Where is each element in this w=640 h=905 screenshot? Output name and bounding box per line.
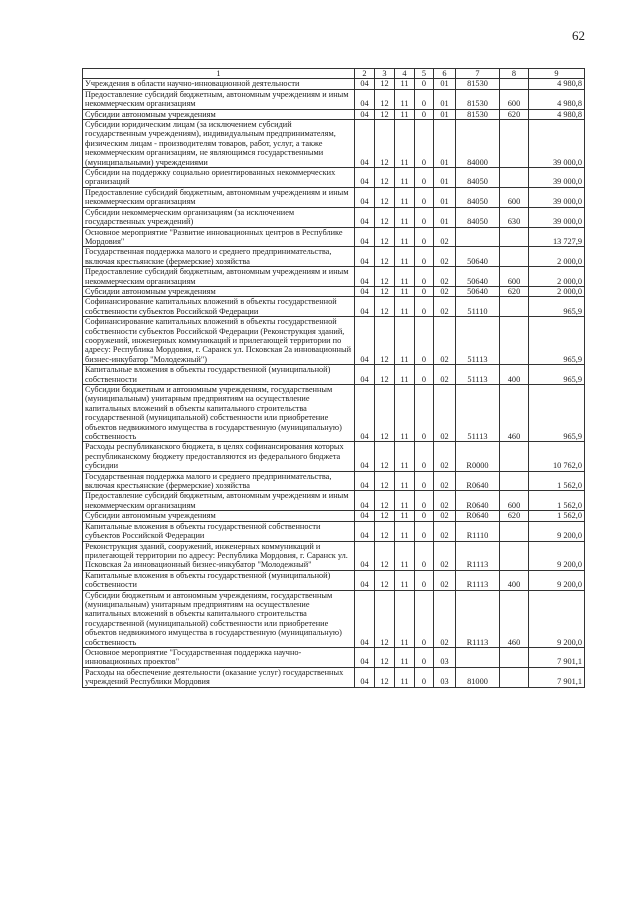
activity-cell: 01 (434, 120, 456, 168)
activity-cell: 02 (434, 267, 456, 287)
activity-cell: 03 (434, 667, 456, 687)
amount-cell: 965,9 (529, 365, 585, 385)
table-row (83, 570, 585, 590)
direction-cell: R1110 (456, 521, 500, 541)
subsection-cell: 12 (375, 365, 395, 385)
table-row (83, 79, 585, 89)
section-cell: 04 (355, 297, 375, 317)
program-cell: 11 (395, 267, 415, 287)
header-cell: 1 (83, 69, 355, 79)
subsection-cell: 12 (375, 541, 395, 570)
table-row (83, 109, 585, 119)
amount-cell: 4 980,8 (529, 79, 585, 89)
expense-type-cell: 600 (500, 491, 529, 511)
direction-cell: 51113 (456, 317, 500, 365)
subprogram-cell: 0 (415, 511, 434, 521)
expense-type-cell: 620 (500, 511, 529, 521)
expense-type-cell (500, 247, 529, 267)
section-cell: 04 (355, 570, 375, 590)
activity-cell: 02 (434, 286, 456, 296)
expense-type-cell: 460 (500, 590, 529, 647)
program-cell: 11 (395, 667, 415, 687)
direction-cell: 84050 (456, 168, 500, 188)
table-row (83, 442, 585, 471)
amount-cell: 965,9 (529, 297, 585, 317)
amount-cell: 4 980,8 (529, 89, 585, 109)
section-cell: 04 (355, 286, 375, 296)
program-cell: 11 (395, 187, 415, 207)
header-cell: 4 (395, 69, 415, 79)
section-cell: 04 (355, 541, 375, 570)
row-name-cell: Предоставление субсидий бюджетным, автономным учреждениям и иным некоммерческим организациям (83, 89, 355, 109)
expense-type-cell: 620 (500, 109, 529, 119)
budget-table (82, 68, 585, 688)
program-cell: 11 (395, 385, 415, 442)
direction-cell: 51110 (456, 297, 500, 317)
program-cell: 11 (395, 570, 415, 590)
direction-cell: 81530 (456, 89, 500, 109)
amount-cell: 1 562,0 (529, 491, 585, 511)
expense-type-cell (500, 442, 529, 471)
expense-type-cell (500, 120, 529, 168)
amount-cell: 9 200,0 (529, 590, 585, 647)
activity-cell: 02 (434, 521, 456, 541)
direction-cell: R1113 (456, 590, 500, 647)
subprogram-cell: 0 (415, 247, 434, 267)
subsection-cell: 12 (375, 120, 395, 168)
row-name-cell: Капитальные вложения в объекты государственной (муниципальной) собственности (83, 365, 355, 385)
amount-cell: 39 000,0 (529, 187, 585, 207)
program-cell: 11 (395, 647, 415, 667)
section-cell: 04 (355, 187, 375, 207)
section-cell: 04 (355, 667, 375, 687)
section-cell: 04 (355, 442, 375, 471)
section-cell: 04 (355, 168, 375, 188)
activity-cell: 02 (434, 385, 456, 442)
table-row (83, 297, 585, 317)
program-cell: 11 (395, 590, 415, 647)
program-cell: 11 (395, 541, 415, 570)
table-row (83, 168, 585, 188)
subsection-cell: 12 (375, 79, 395, 89)
row-name-cell: Учреждения в области научно-инновационной деятельности (83, 79, 355, 89)
subprogram-cell: 0 (415, 79, 434, 89)
subsection-cell: 12 (375, 286, 395, 296)
subsection-cell: 12 (375, 471, 395, 491)
program-cell: 11 (395, 247, 415, 267)
program-cell: 11 (395, 227, 415, 247)
row-name-cell: Предоставление субсидий бюджетным, автономным учреждениям и иным некоммерческим организациям (83, 187, 355, 207)
expense-type-cell (500, 647, 529, 667)
amount-cell: 9 200,0 (529, 521, 585, 541)
subsection-cell: 12 (375, 667, 395, 687)
table-row (83, 317, 585, 365)
activity-cell: 01 (434, 207, 456, 227)
amount-cell: 39 000,0 (529, 168, 585, 188)
activity-cell: 02 (434, 297, 456, 317)
row-name-cell: Софинансирование капитальных вложений в объекты государственной собственности субъектов Российской Федерации (Реконструкция зданий, сооружений, инженерных коммуникаций и прилегающей территории по адресу: Республика Мордовия, г. Саранск ул. Псковская 2а инновационный бизнес-инкубатор "Молодежный") (83, 317, 355, 365)
table-row (83, 491, 585, 511)
subprogram-cell: 0 (415, 590, 434, 647)
expense-type-cell (500, 541, 529, 570)
activity-cell: 02 (434, 442, 456, 471)
row-name-cell: Основное мероприятие "Государственная поддержка научно-инновационных проектов" (83, 647, 355, 667)
subsection-cell: 12 (375, 168, 395, 188)
header-cell: 5 (415, 69, 434, 79)
section-cell: 04 (355, 227, 375, 247)
table-row (83, 511, 585, 521)
amount-cell: 9 200,0 (529, 570, 585, 590)
row-name-cell: Софинансирование капитальных вложений в объекты государственной собственности субъектов Российской Федерации (83, 297, 355, 317)
subsection-cell: 12 (375, 227, 395, 247)
activity-cell: 02 (434, 511, 456, 521)
program-cell: 11 (395, 286, 415, 296)
subprogram-cell: 0 (415, 491, 434, 511)
section-cell: 04 (355, 590, 375, 647)
program-cell: 11 (395, 317, 415, 365)
subsection-cell: 12 (375, 385, 395, 442)
activity-cell: 01 (434, 79, 456, 89)
table-row (83, 89, 585, 109)
subsection-cell: 12 (375, 207, 395, 227)
activity-cell: 01 (434, 89, 456, 109)
header-cell: 8 (500, 69, 529, 79)
section-cell: 04 (355, 385, 375, 442)
amount-cell: 965,9 (529, 317, 585, 365)
amount-cell: 4 980,8 (529, 109, 585, 119)
direction-cell: 84000 (456, 120, 500, 168)
direction-cell: 51113 (456, 385, 500, 442)
subsection-cell: 12 (375, 187, 395, 207)
row-name-cell: Реконструкция зданий, сооружений, инженерных коммуникаций и прилегающей территории по адресу: Республика Мордовия, г. Саранск ул. Псковская 2а инновационный бизнес-инкубатор "Молодежный" (83, 541, 355, 570)
subprogram-cell: 0 (415, 365, 434, 385)
direction-cell: 81000 (456, 667, 500, 687)
expense-type-cell: 600 (500, 89, 529, 109)
subsection-cell: 12 (375, 570, 395, 590)
section-cell: 04 (355, 207, 375, 227)
subsection-cell: 12 (375, 297, 395, 317)
subprogram-cell: 0 (415, 89, 434, 109)
subprogram-cell: 0 (415, 521, 434, 541)
program-cell: 11 (395, 109, 415, 119)
direction-cell: R1113 (456, 570, 500, 590)
subprogram-cell: 0 (415, 187, 434, 207)
program-cell: 11 (395, 491, 415, 511)
program-cell: 11 (395, 365, 415, 385)
header-cell: 9 (529, 69, 585, 79)
expense-type-cell: 620 (500, 286, 529, 296)
expense-type-cell (500, 79, 529, 89)
table-row (83, 286, 585, 296)
table-row (83, 471, 585, 491)
section-cell: 04 (355, 109, 375, 119)
header-cell: 6 (434, 69, 456, 79)
amount-cell: 2 000,0 (529, 267, 585, 287)
activity-cell: 02 (434, 570, 456, 590)
table-row (83, 667, 585, 687)
row-name-cell: Предоставление субсидий бюджетным, автономным учреждениям и иным некоммерческим организациям (83, 491, 355, 511)
program-cell: 11 (395, 297, 415, 317)
direction-cell: 84050 (456, 187, 500, 207)
program-cell: 11 (395, 521, 415, 541)
program-cell: 11 (395, 79, 415, 89)
program-cell: 11 (395, 89, 415, 109)
subprogram-cell: 0 (415, 317, 434, 365)
subsection-cell: 12 (375, 247, 395, 267)
row-name-cell: Субсидии автономным учреждениям (83, 109, 355, 119)
activity-cell: 02 (434, 491, 456, 511)
expense-type-cell (500, 227, 529, 247)
row-name-cell: Основное мероприятие "Развитие инновационных центров в Республике Мордовия" (83, 227, 355, 247)
subsection-cell: 12 (375, 647, 395, 667)
table-row (83, 227, 585, 247)
row-name-cell: Предоставление субсидий бюджетным, автономным учреждениям и иным некоммерческим организациям (83, 267, 355, 287)
section-cell: 04 (355, 120, 375, 168)
direction-cell: 50640 (456, 286, 500, 296)
direction-cell: 50640 (456, 247, 500, 267)
expense-type-cell: 400 (500, 365, 529, 385)
direction-cell (456, 227, 500, 247)
row-name-cell: Субсидии юридическим лицам (за исключением субсидий государственным учреждениям), индивидуальным предпринимателям, физическим лицам - производителям товаров, работ, услуг, а также некоммерческим организациям, не являющимся государственными (муниципальными) учреждениями (83, 120, 355, 168)
direction-cell (456, 647, 500, 667)
program-cell: 11 (395, 511, 415, 521)
table-row (83, 247, 585, 267)
activity-cell: 01 (434, 187, 456, 207)
row-name-cell: Субсидии бюджетным и автономным учреждениям, государственным (муниципальным) унитарным предприятиям на осуществление капитальных вложений в объекты капитального строительства государственной (муниципальной) собственности или приобретение объектов недвижимого имущества в государственную (муниципальную) собственность (83, 590, 355, 647)
subprogram-cell: 0 (415, 207, 434, 227)
subsection-cell: 12 (375, 590, 395, 647)
subprogram-cell: 0 (415, 570, 434, 590)
expense-type-cell (500, 168, 529, 188)
activity-cell: 02 (434, 227, 456, 247)
amount-cell: 965,9 (529, 385, 585, 442)
direction-cell: R0640 (456, 471, 500, 491)
header-cell: 2 (355, 69, 375, 79)
row-name-cell: Субсидии на поддержку социально ориентированных некоммерческих организаций (83, 168, 355, 188)
amount-cell: 7 901,1 (529, 667, 585, 687)
program-cell: 11 (395, 442, 415, 471)
amount-cell: 10 762,0 (529, 442, 585, 471)
row-name-cell: Субсидии автономным учреждениям (83, 511, 355, 521)
activity-cell: 03 (434, 647, 456, 667)
expense-type-cell (500, 317, 529, 365)
table-row (83, 541, 585, 570)
direction-cell: R0640 (456, 491, 500, 511)
direction-cell: 50640 (456, 267, 500, 287)
expense-type-cell: 400 (500, 570, 529, 590)
direction-cell: R0000 (456, 442, 500, 471)
direction-cell: R1113 (456, 541, 500, 570)
activity-cell: 02 (434, 471, 456, 491)
row-name-cell: Расходы на обеспечение деятельности (оказание услуг) государственных учреждений Республики Мордовия (83, 667, 355, 687)
subprogram-cell: 0 (415, 667, 434, 687)
expense-type-cell (500, 297, 529, 317)
section-cell: 04 (355, 511, 375, 521)
table-row (83, 590, 585, 647)
amount-cell: 2 000,0 (529, 247, 585, 267)
subsection-cell: 12 (375, 491, 395, 511)
subsection-cell: 12 (375, 317, 395, 365)
expense-type-cell (500, 471, 529, 491)
table-row (83, 521, 585, 541)
subsection-cell: 12 (375, 89, 395, 109)
header-cell: 3 (375, 69, 395, 79)
expense-type-cell: 600 (500, 187, 529, 207)
row-name-cell: Капитальные вложения в объекты государственной собственности субъектов Российской Федерации (83, 521, 355, 541)
activity-cell: 02 (434, 590, 456, 647)
table-row (83, 385, 585, 442)
expense-type-cell (500, 521, 529, 541)
amount-cell: 9 200,0 (529, 541, 585, 570)
page-number: 62 (572, 28, 585, 43)
subsection-cell: 12 (375, 521, 395, 541)
activity-cell: 02 (434, 365, 456, 385)
row-name-cell: Субсидии некоммерческим организациям (за исключением государственных учреждений) (83, 207, 355, 227)
program-cell: 11 (395, 120, 415, 168)
row-name-cell: Субсидии автономным учреждениям (83, 286, 355, 296)
amount-cell: 2 000,0 (529, 286, 585, 296)
expense-type-cell: 600 (500, 267, 529, 287)
subsection-cell: 12 (375, 511, 395, 521)
section-cell: 04 (355, 267, 375, 287)
amount-cell: 39 000,0 (529, 207, 585, 227)
row-name-cell: Расходы республиканского бюджета, в целях софинансирования которых республиканскому бюджету предоставляются из федерального бюджета субсидии (83, 442, 355, 471)
amount-cell: 1 562,0 (529, 511, 585, 521)
subprogram-cell: 0 (415, 541, 434, 570)
header-cell: 7 (456, 69, 500, 79)
table-row (83, 187, 585, 207)
direction-cell: R0640 (456, 511, 500, 521)
amount-cell: 13 727,9 (529, 227, 585, 247)
table-row (83, 120, 585, 168)
row-name-cell: Капитальные вложения в объекты государственной (муниципальной) собственности (83, 570, 355, 590)
program-cell: 11 (395, 168, 415, 188)
subprogram-cell: 0 (415, 471, 434, 491)
section-cell: 04 (355, 647, 375, 667)
table-row (83, 647, 585, 667)
section-cell: 04 (355, 521, 375, 541)
subprogram-cell: 0 (415, 109, 434, 119)
row-name-cell: Государственная поддержка малого и среднего предпринимательства, включая крестьянские (фермерские) хозяйства (83, 471, 355, 491)
table-row (83, 207, 585, 227)
direction-cell: 84050 (456, 207, 500, 227)
section-cell: 04 (355, 79, 375, 89)
subprogram-cell: 0 (415, 286, 434, 296)
table-row (83, 365, 585, 385)
subprogram-cell: 0 (415, 120, 434, 168)
subprogram-cell: 0 (415, 168, 434, 188)
subsection-cell: 12 (375, 442, 395, 471)
program-cell: 11 (395, 471, 415, 491)
activity-cell: 02 (434, 541, 456, 570)
expense-type-cell: 460 (500, 385, 529, 442)
section-cell: 04 (355, 365, 375, 385)
subprogram-cell: 0 (415, 267, 434, 287)
direction-cell: 51113 (456, 365, 500, 385)
subsection-cell: 12 (375, 267, 395, 287)
subprogram-cell: 0 (415, 442, 434, 471)
subprogram-cell: 0 (415, 647, 434, 667)
section-cell: 04 (355, 247, 375, 267)
activity-cell: 01 (434, 109, 456, 119)
table-row (83, 267, 585, 287)
expense-type-cell (500, 667, 529, 687)
section-cell: 04 (355, 471, 375, 491)
section-cell: 04 (355, 491, 375, 511)
amount-cell: 7 901,1 (529, 647, 585, 667)
activity-cell: 01 (434, 168, 456, 188)
row-name-cell: Субсидии бюджетным и автономным учреждениям, государственным (муниципальным) унитарным предприятиям на осуществление капитальных вложений в объекты капитального строительства государственной (муниципальной) собственности или приобретение объектов недвижимого имущества в государственную (муниципальную) собственность (83, 385, 355, 442)
activity-cell: 02 (434, 247, 456, 267)
row-name-cell: Государственная поддержка малого и среднего предпринимательства, включая крестьянские (фермерские) хозяйства (83, 247, 355, 267)
expense-type-cell: 630 (500, 207, 529, 227)
section-cell: 04 (355, 89, 375, 109)
subprogram-cell: 0 (415, 385, 434, 442)
subprogram-cell: 0 (415, 227, 434, 247)
subsection-cell: 12 (375, 109, 395, 119)
section-cell: 04 (355, 317, 375, 365)
header-row (83, 69, 585, 79)
direction-cell: 81530 (456, 109, 500, 119)
table-body (83, 79, 585, 687)
amount-cell: 1 562,0 (529, 471, 585, 491)
activity-cell: 02 (434, 317, 456, 365)
amount-cell: 39 000,0 (529, 120, 585, 168)
subprogram-cell: 0 (415, 297, 434, 317)
program-cell: 11 (395, 207, 415, 227)
direction-cell: 81530 (456, 79, 500, 89)
